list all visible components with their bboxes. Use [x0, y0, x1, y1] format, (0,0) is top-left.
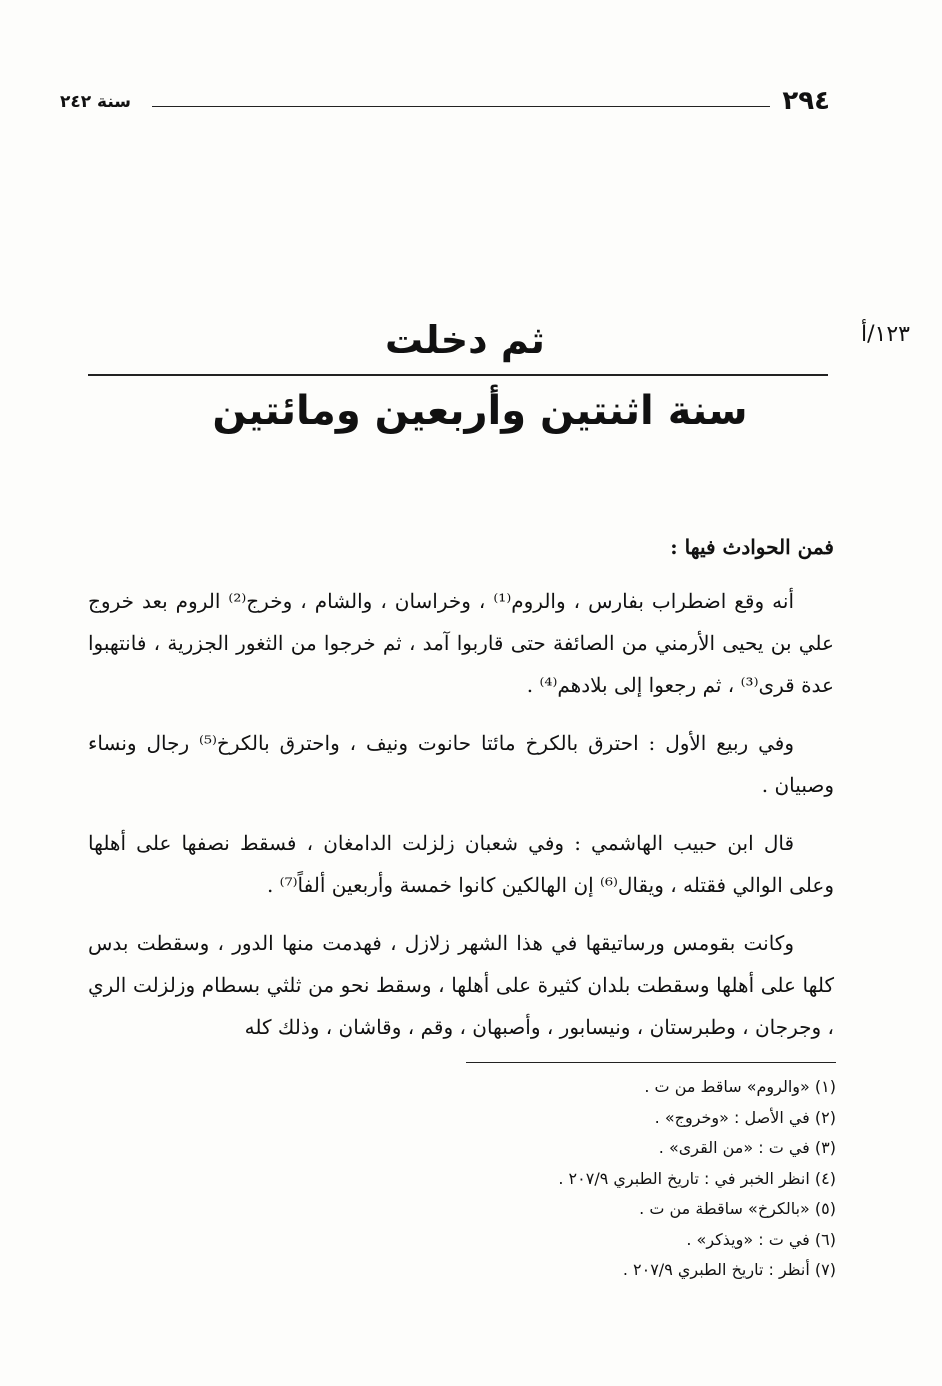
- footnote: (٥) «بالكرخ» ساقطة من ت .: [639, 1199, 836, 1218]
- running-title: سنة ٢٤٢: [60, 92, 132, 112]
- body-text: [88, 526, 834, 1064]
- page-number: ٢٩٤: [782, 86, 830, 116]
- footnotes: [88, 1072, 836, 1286]
- footnote: (٤) انظر الخبر في : تاريخ الطبري ٢٠٧/٩ .: [558, 1168, 836, 1188]
- footnote: (٦) في ت : «ويذكر» .: [686, 1229, 836, 1249]
- chapter-heading-main: سنة اثنتين وأربعين ومائتين: [212, 388, 748, 434]
- running-header: [60, 86, 830, 122]
- footnote-rule: [466, 1062, 836, 1063]
- folio-marker: ١٢٣/أ: [861, 322, 910, 347]
- heading-rule: [88, 374, 828, 376]
- footnote: (٧) أنظر : تاريخ الطبري ٢٠٧/٩ .: [622, 1260, 836, 1279]
- footnote: (٣) في ت : «من القرى» .: [658, 1138, 836, 1157]
- header-rule: [152, 106, 770, 107]
- footnote: (١) «والروم» ساقط من ت .: [644, 1077, 836, 1096]
- footnote: (٢) في الأصل : «وخروج» .: [654, 1107, 836, 1127]
- intro-line: فمن الحوادث فيها :: [670, 535, 834, 559]
- paragraph: قال ابن حبيب الهاشمي : وفي شعبان زلزلت الدامغان ، فسقط نصفها على أهلها وعلى الوالي فقتله ، ويقال⁽⁶⁾ إن الهالكين كانوا خمسة وأربعين ألفاً⁽⁷⁾ .: [88, 831, 834, 897]
- paragraph: أنه وقع اضطراب بفارس ، والروم⁽¹⁾ ، وخراسان ، والشام ، وخرج⁽²⁾ الروم بعد خروج علي بن يحيى الأرمني من الصائفة حتى قاربوا آمد ، ثم خرجوا من الثغور الجزرية ، فانتهبوا عدة قرى⁽³⁾ ، ثم رجعوا إلى بلادهم⁽⁴⁾ .: [88, 589, 834, 697]
- chapter-heading-top: ثم دخلت: [385, 318, 545, 362]
- paragraph: وكانت بقومس ورساتيقها في هذا الشهر زلازل ، فهدمت منها الدور ، وسقطت بدس كلها على أهلها وسقطت بلدان كثيرة على أهلها ، وسقط نحو من ثلثي بسطام وزلزلت الري ، وجرجان ، وطبرستان ، ونيسابور ، وأصبهان ، وقم ، وقاشان ، وذلك كله: [88, 931, 834, 1039]
- paragraph: وفي ربيع الأول : احترق بالكرخ مائتا حانوت ونيف ، واحترق بالكرخ⁽⁵⁾ رجال ونساء وصبيان .: [88, 731, 834, 797]
